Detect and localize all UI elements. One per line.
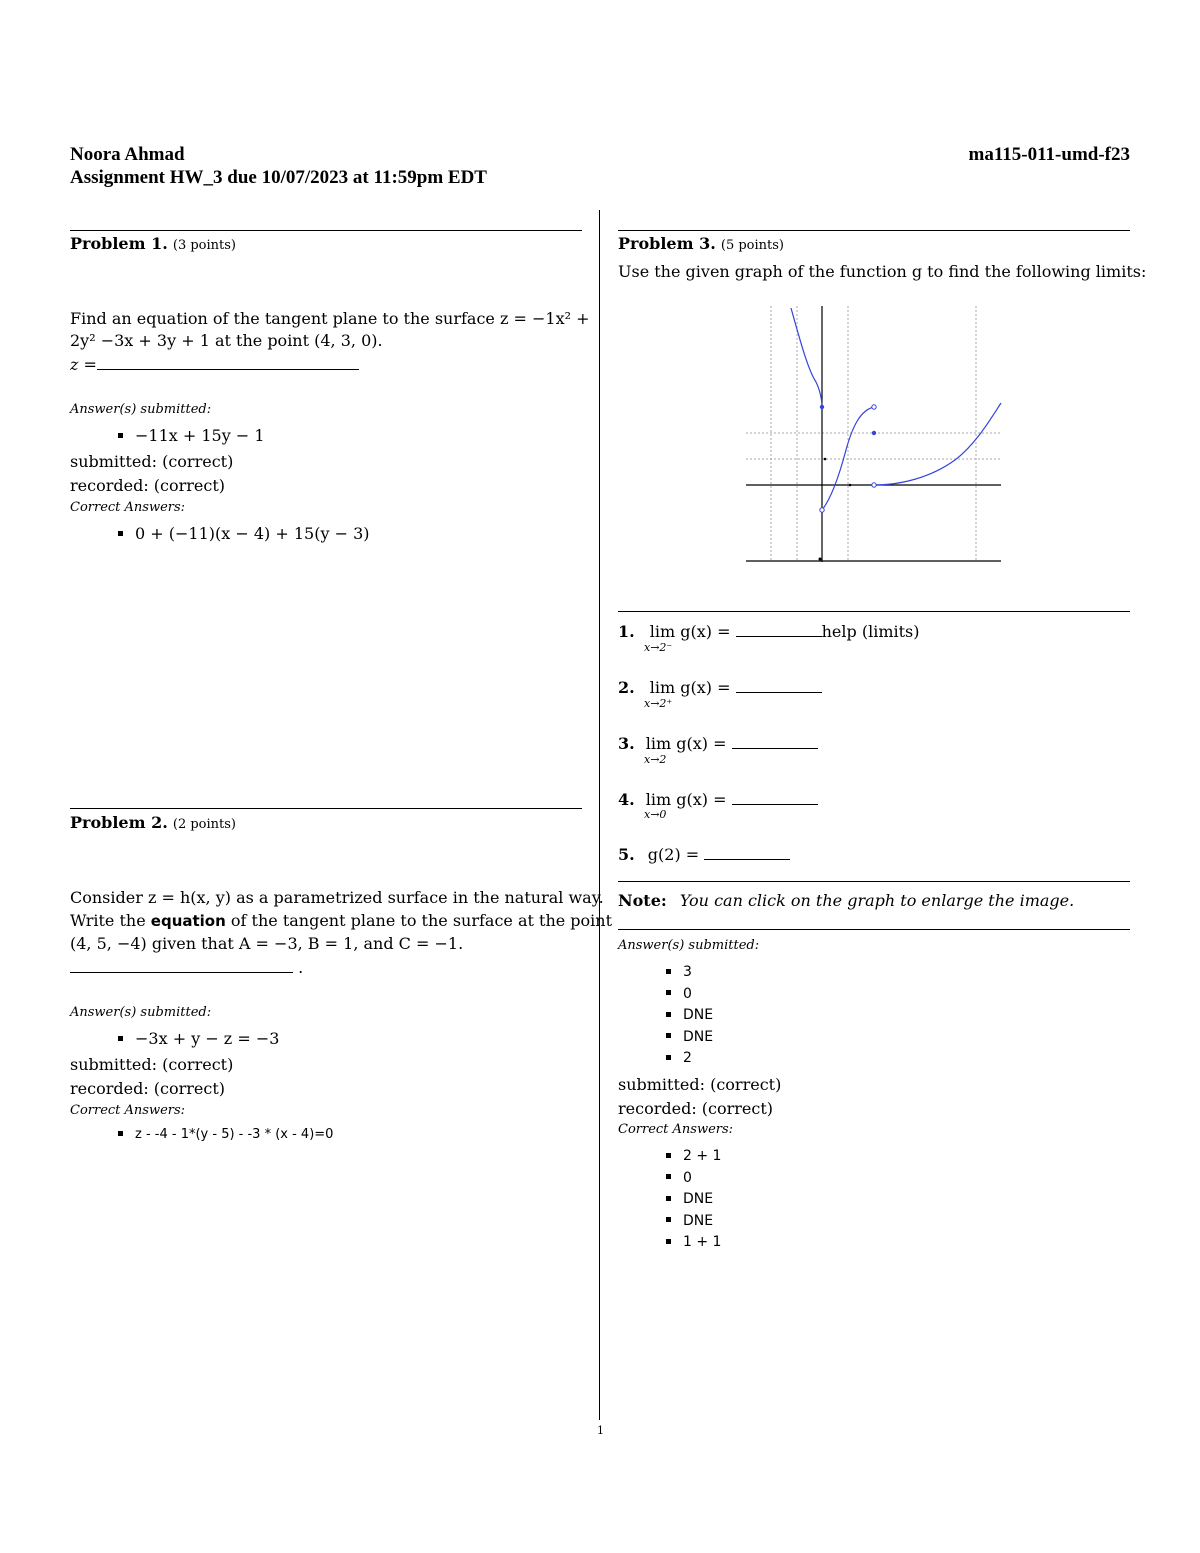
part2-limit-subscript: x→2⁺ [644, 697, 673, 710]
list-item [666, 1027, 713, 1049]
problem2-text-a: Consider z = h(x, y) as a parametrized surface in the natural way. [70, 888, 604, 907]
curve-left-branch [791, 308, 822, 407]
part5-number: 5. [618, 845, 635, 864]
bullet [666, 1153, 671, 1158]
problem1-text-b: 2y² −3x + 3y + 1 at the point (4, 3, 0). [70, 331, 383, 350]
part3-number: 3. [618, 734, 635, 753]
correct-value: DNE [683, 1191, 714, 1207]
function-graph[interactable] [740, 300, 1008, 568]
problem2-text-b1: Write the [70, 911, 146, 930]
problem2-correct-label: Correct Answers: [70, 1103, 186, 1118]
problem3-correct-list [666, 1146, 721, 1254]
submitted-value: DNE [683, 1028, 714, 1045]
problem3-points: (5 points) [720, 238, 784, 253]
part3-limit-subscript: x→2 [644, 753, 667, 766]
problem1-answer-blank[interactable] [97, 369, 359, 370]
curve-right-branch [874, 403, 1001, 485]
problem2-correct-value: z - -4 - 1*(y - 5) - -3 * (x - 4)=0 [135, 1127, 334, 1142]
problem1-heading [70, 234, 236, 253]
part2-answer-blank[interactable] [736, 692, 822, 693]
open-point-top [872, 405, 876, 409]
part4-limit-subscript: x→0 [644, 808, 667, 821]
problem1-status-recorded: recorded: (correct) [70, 476, 226, 495]
correct-value: 0 [683, 1169, 692, 1186]
part5-answer-blank[interactable] [704, 859, 790, 860]
problem3-status-recorded: recorded: (correct) [618, 1099, 774, 1118]
problem3-submitted-label: Answer(s) submitted: [618, 938, 760, 953]
correct-value: DNE [683, 1212, 714, 1229]
problem3-part5 [618, 845, 790, 864]
bullet [118, 433, 123, 438]
problem2-heading [70, 813, 236, 832]
problem2-answer-line [70, 958, 303, 977]
note-text: You can click on the graph to enlarge the image. [679, 891, 1075, 910]
problem3-intro: Use the given graph of the function g to find the following limits: [618, 262, 1147, 281]
list-item [666, 1211, 721, 1233]
problem2-points: (2 points) [172, 817, 236, 832]
student-name: Noora Ahmad [70, 144, 185, 165]
problem3-correct-label: Correct Answers: [618, 1122, 734, 1137]
problem3-rule [618, 230, 1130, 231]
problem3-heading [618, 234, 784, 253]
correct-value: 1 + 1 [683, 1234, 722, 1250]
assignment-title: Assignment HW_3 due 10/07/2023 at 11:59pm EDT [70, 167, 487, 188]
part3-answer-blank[interactable] [732, 748, 818, 749]
problem2-answer-blank[interactable] [70, 972, 293, 973]
problem1-title: Problem 1. [70, 234, 168, 253]
note-label: Note: [618, 891, 667, 910]
list-item [666, 1048, 713, 1070]
problem1-correct-value: 0 + (−11)(x − 4) + 15(y − 3) [135, 524, 370, 543]
problem2-submitted-value: −3x + y − z = −3 [135, 1029, 280, 1048]
problem3-part1 [618, 622, 920, 641]
problem2-title: Problem 2. [70, 813, 168, 832]
open-point-right [872, 483, 876, 487]
problem1-rule [70, 230, 582, 231]
submitted-value: 0 [683, 985, 692, 1002]
problem3-note [618, 891, 1074, 910]
problem3-part3 [618, 734, 818, 753]
closed-point-g2 [872, 431, 876, 435]
page-number: 1 [597, 1424, 604, 1437]
list-item [666, 1189, 721, 1211]
problem2-correct-item [118, 1127, 333, 1142]
part4-answer-blank[interactable] [732, 804, 818, 805]
problem3-parts-rule [618, 611, 1130, 612]
part4-number: 4. [618, 790, 635, 809]
problem1-points: (3 points) [172, 238, 236, 253]
correct-value: 2 + 1 [683, 1148, 722, 1164]
column-divider [599, 210, 600, 1420]
course-code: ma115-011-umd-f23 [968, 144, 1130, 165]
list-item [666, 1146, 721, 1168]
open-point-bottom [820, 508, 824, 512]
problem3-title: Problem 3. [618, 234, 716, 253]
problem2-status-submitted: submitted: (correct) [70, 1055, 234, 1074]
problem2-status-recorded: recorded: (correct) [70, 1079, 226, 1098]
note-rule-top [618, 881, 1130, 882]
problem3-status-submitted: submitted: (correct) [618, 1075, 782, 1094]
problem2-text-b2: of the tangent plane to the surface at the point [230, 911, 613, 930]
problem2-after-blank: . [298, 958, 304, 977]
problem1-answer-line [70, 355, 359, 374]
problem2-text-b [70, 911, 612, 930]
part4-limit: lim g(x) = [645, 790, 727, 809]
tick-mark [849, 484, 852, 487]
part2-limit: lim g(x) = [649, 678, 731, 697]
bullet [666, 1055, 671, 1060]
problem1-submitted-value: −11x + 15y − 1 [135, 426, 265, 445]
problem1-text-a: Find an equation of the tangent plane to the surface z = −1x² + [70, 309, 590, 328]
problem1-answer-prefix: z = [70, 355, 97, 374]
bullet [666, 1033, 671, 1038]
submitted-value: 2 [683, 1050, 692, 1066]
note-rule-bottom [618, 929, 1130, 930]
tick-mark [824, 458, 827, 461]
problem2-rule [70, 808, 582, 809]
submitted-value: DNE [683, 1007, 714, 1023]
problem1-submitted-item [118, 426, 265, 445]
bullet [118, 1131, 123, 1136]
bullet [118, 1036, 123, 1041]
bullet [666, 969, 671, 974]
problem2-text-bold: equation [150, 912, 226, 930]
list-item [666, 1168, 721, 1190]
part1-answer-blank[interactable] [736, 636, 822, 637]
part2-number: 2. [618, 678, 635, 697]
bullet [666, 1196, 671, 1201]
bullet [118, 531, 123, 536]
problem3-part2 [618, 678, 822, 697]
bullet [666, 1239, 671, 1244]
problem1-correct-label: Correct Answers: [70, 500, 186, 515]
problem2-text-c: (4, 5, −4) given that A = −3, B = 1, and C = −1. [70, 934, 464, 953]
tick-mark [819, 558, 822, 561]
problem1-correct-item [118, 524, 370, 543]
help-limits-link[interactable]: help (limits) [821, 622, 920, 641]
problem3-submitted-list [666, 962, 713, 1070]
problem1-status-submitted: submitted: (correct) [70, 452, 234, 471]
problem2-submitted-label: Answer(s) submitted: [70, 1005, 212, 1020]
part1-limit: lim g(x) = [649, 622, 731, 641]
bullet [666, 1217, 671, 1222]
list-item [666, 962, 713, 984]
list-item [666, 984, 713, 1006]
part5-value: g(2) = [647, 845, 700, 864]
part3-limit: lim g(x) = [645, 734, 727, 753]
bullet [666, 1012, 671, 1017]
bullet [666, 990, 671, 995]
part1-limit-subscript: x→2⁻ [644, 641, 673, 654]
part1-number: 1. [618, 622, 635, 641]
problem1-submitted-label: Answer(s) submitted: [70, 402, 212, 417]
problem2-submitted-item [118, 1029, 279, 1048]
list-item [666, 1005, 713, 1027]
submitted-value: 3 [683, 964, 692, 980]
list-item [666, 1232, 721, 1254]
closed-point-y-intercept [820, 405, 824, 409]
problem3-part4 [618, 790, 818, 809]
bullet [666, 1174, 671, 1179]
